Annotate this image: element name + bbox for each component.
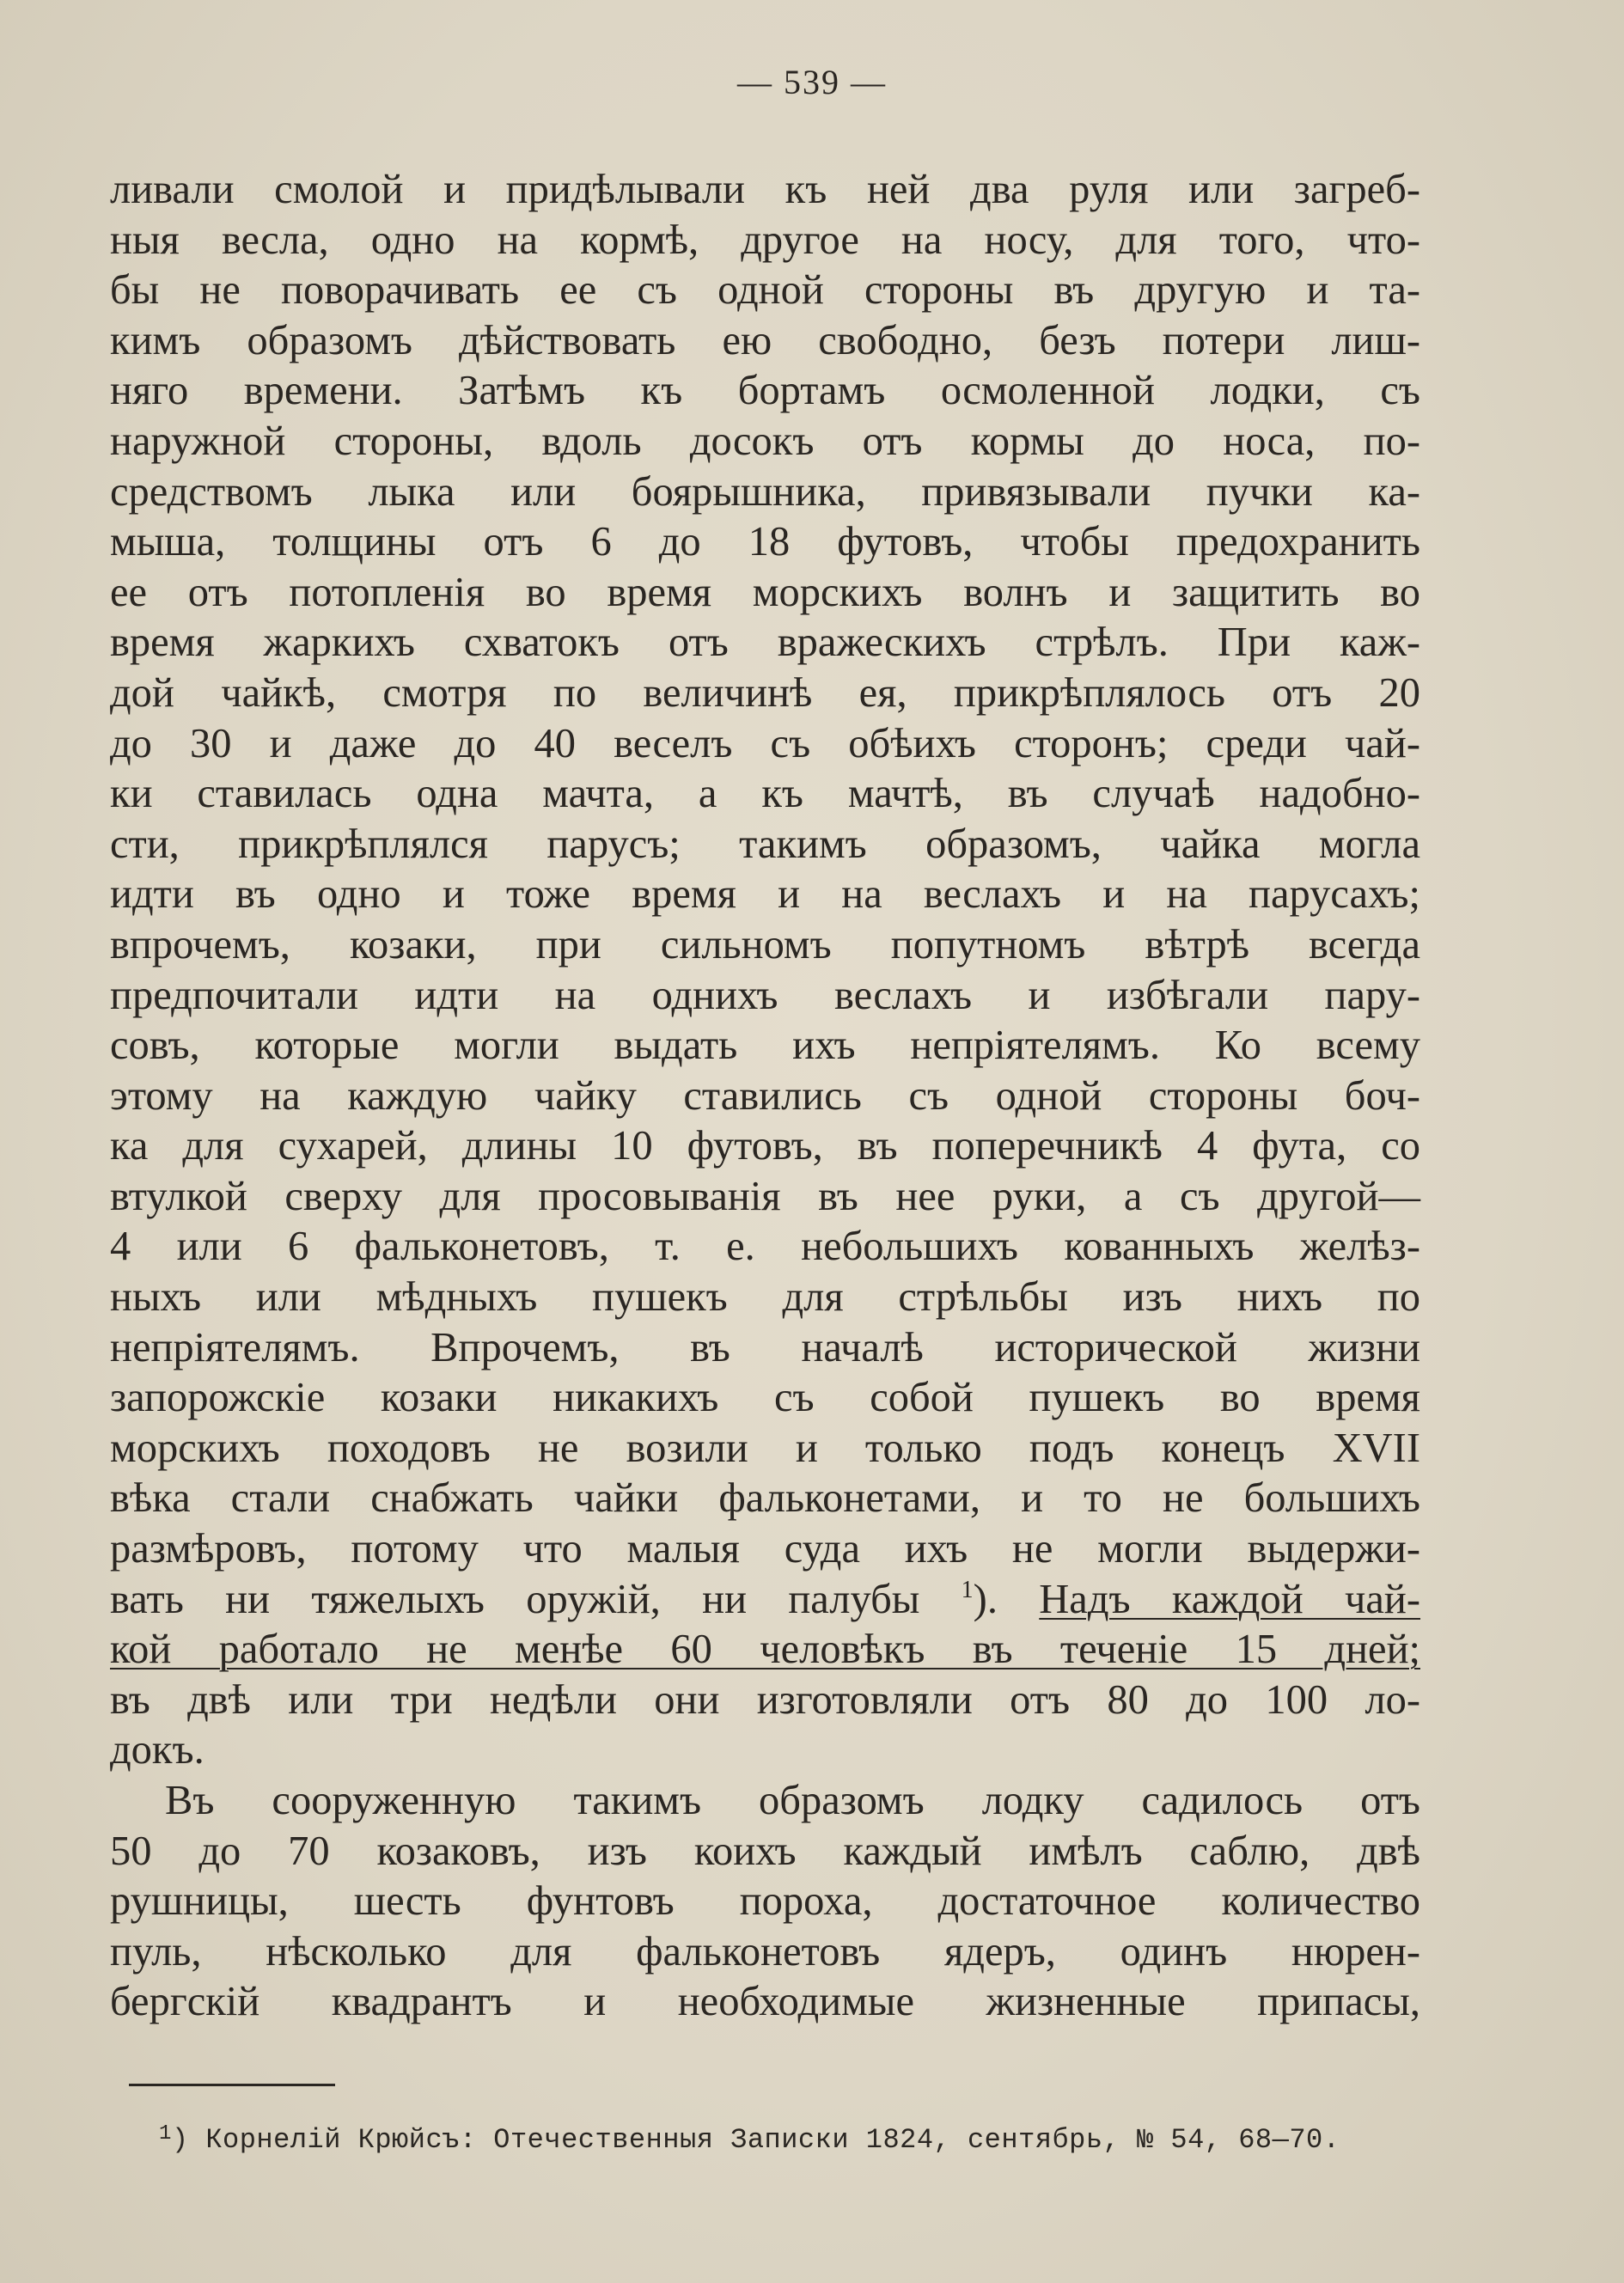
text-line: время жаркихъ схватокъ отъ вражескихъ стрѣлъ. При каж- [110, 620, 1420, 666]
main-text [110, 165, 1420, 2028]
text-line: 4 или 6 фальконетовъ, т. е. небольшихъ кованныхъ желѣз- [110, 1224, 1420, 1270]
text-line: впрочемъ, козаки, при сильномъ попутномъ вѣтрѣ всегда [110, 921, 1420, 968]
text-line: въ двѣ или три недѣли они изготовляли отъ 80 до 100 ло- [110, 1676, 1420, 1723]
text-line: непріятелямъ. Впрочемъ, въ началѣ исторической жизни [110, 1324, 1420, 1370]
text-line: до 30 и даже до 40 веселъ съ обѣихъ сторонъ; среди чай- [110, 720, 1420, 766]
text-line: идти въ одно и тоже время и на веслахъ и на парусахъ; [110, 871, 1420, 918]
text-line: ныя весла, одно на кормѣ, другое на носу, для того, что- [110, 217, 1420, 263]
page-number: — 539 — [737, 63, 887, 101]
footnote-divider [129, 2084, 335, 2086]
footnote-text: ) Корнелій Крюйсъ: Отечественныя Записки 1824, сентябрь, № 54, 68—70. [171, 2124, 1340, 2156]
text-line: рушницы, шесть фунтовъ пороха, достаточное количество [110, 1878, 1420, 1925]
footnote-mark: 1 [159, 2122, 172, 2146]
text-line: ки ставилась одна мачта, а къ мачтѣ, въ случаѣ надобно- [110, 771, 1420, 817]
text-line: докъ. [110, 1727, 205, 1773]
text-line: предпочитали идти на однихъ веслахъ и избѣгали пару- [110, 972, 1420, 1018]
text-line: совъ, которые могли выдать ихъ непріятелямъ. Ко всему [110, 1022, 1420, 1069]
text-line: втулкой сверху для просовыванія въ нее руки, а съ другой— [110, 1173, 1420, 1219]
text-line: вѣка стали снабжать чайки фальконетами, и то не большихъ [110, 1475, 1420, 1522]
text-fragment: ). [973, 1576, 998, 1622]
text-line: кимъ образомъ дѣйствовать ею свободно, безъ потери лиш- [110, 317, 1420, 363]
text-fragment: вать ни тяжелыхъ оружій, ни палубы [110, 1576, 920, 1622]
text-line: морскихъ походовъ не возили и только подъ конецъ XVII [110, 1425, 1420, 1471]
text-line: 50 до 70 козаковъ, изъ коихъ каждый имѣлъ саблю, двѣ [110, 1828, 1420, 1874]
text-line: мыша, толщины отъ 6 до 18 футовъ, чтобы предохранить [110, 519, 1420, 565]
text-line-with-footnote [110, 1575, 1420, 1626]
text-line: ныхъ или мѣдныхъ пушекъ для стрѣльбы изъ нихъ по [110, 1274, 1420, 1321]
footnote [159, 2122, 1448, 2156]
text-line: сти, прикрѣплялся парусъ; такимъ образомъ, чайка могла [110, 821, 1420, 867]
text-line: няго времени. Затѣмъ къ бортамъ осмоленной лодки, съ [110, 368, 1420, 414]
text-line: дой чайкѣ, смотря по величинѣ ея, прикрѣплялось отъ 20 [110, 669, 1420, 716]
underlined-text-line: кой работало не менѣе 60 человѣкъ въ теченіе 15 дней; [110, 1627, 1420, 1673]
underlined-text: Надъ каждой чай- [1039, 1576, 1421, 1622]
text-line: наружной стороны, вдоль досокъ отъ кормы до носа, по- [110, 418, 1420, 464]
text-line: пуль, нѣсколько для фальконетовъ ядеръ, одинъ нюрен- [110, 1928, 1420, 1975]
text-line: бергскій квадрантъ и необходимые жизненные припасы, [110, 1979, 1420, 2025]
text-line: этому на каждую чайку ставились съ одной стороны боч- [110, 1072, 1420, 1119]
text-line: запорожскіе козаки никакихъ съ собой пушекъ во время [110, 1375, 1420, 1421]
footnote-reference: 1 [961, 1576, 974, 1603]
text-line: размѣровъ, потому что малыя суда ихъ не могли выдержи- [110, 1526, 1420, 1572]
text-line: бы не поворачивать ее съ одной стороны въ другую и та- [110, 267, 1420, 314]
text-line: средствомъ лыка или боярышника, привязывали пучки ка- [110, 468, 1420, 515]
text-line: ка для сухарей, длины 10 футовъ, въ поперечникѣ 4 фута, со [110, 1123, 1420, 1169]
text-line: ее отъ потопленія во время морскихъ волнъ и защитить во [110, 569, 1420, 615]
paragraph-first-line: Въ сооруженную такимъ образомъ лодку садилось отъ [165, 1778, 1420, 1823]
text-line: ливали смолой и придѣлывали къ ней два руля или загреб- [110, 167, 1420, 212]
